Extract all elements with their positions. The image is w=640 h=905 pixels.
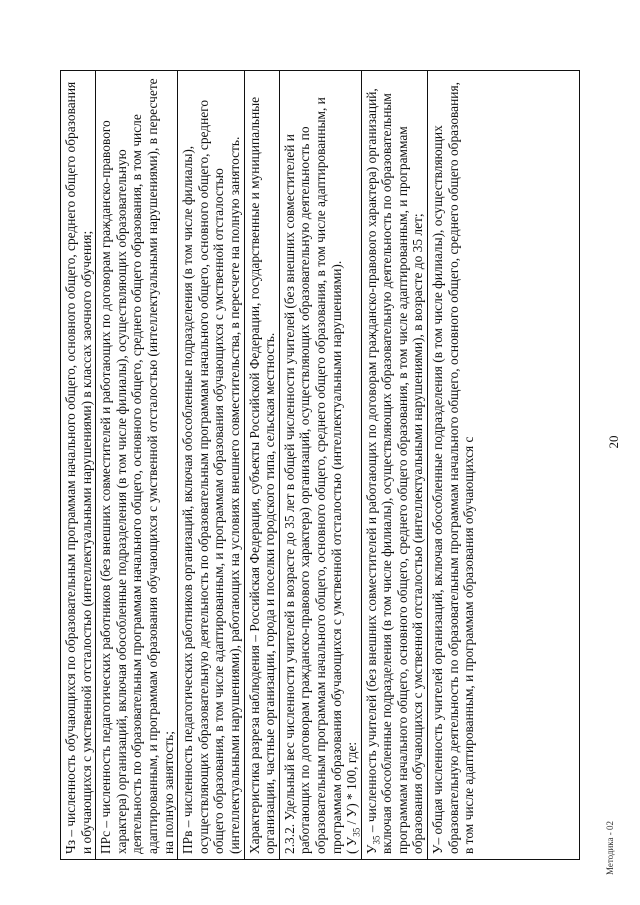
row-text: ПРс – численность педагогических работников (без внешних совместителей и работающих по договорам гражданско-правового характера) организаций, включая обособленные подразделения (в том числе филиалы), осуществляющих образовательную деятельность по образовательным программам начального общего, основного общего, среднего общего образования, в том числе адаптированным, и программам образования обучающихся с умственной отсталостью (интеллектуальными нарушениями), в пересчете на полную занятость; [98,78,176,854]
row-text: Чз – численность обучающихся по образовательным программам начального общего, основного общего, среднего общего образования и обучающихся с умственной отсталостью (интеллектуальными нарушениями) в классах заочного обучения; [63,81,94,854]
table-row-u [428,71,478,859]
row-text: Характеристика разреза наблюдения – Российская Федерация, субъекты Российской Федерации, государственные и муниципальные организации, частные организации, города и поселки городского типа, сельская местность. [246,96,278,854]
indicator-description: 2.3.2. Удельный вес численности учителей в возрасте до 35 лет в общей численности учителей (без внешних совместителей и работающих по договорам гражданско-правового характера) организаций, осуществляющих образовательную деятельность по образовательным программам начального общего, основного общего, среднего общего образования, в том числе адаптированным, и программам образования обучающихся с умственной отсталостью (интеллектуальными нарушениями). [281,97,344,854]
row-text-u35 [364,76,426,854]
indicator-table [60,70,580,860]
indicator-formula [344,76,360,854]
table-row-chz [61,71,96,859]
row-text: – численность учителей (без внешних совместителей и работающих по договорам гражданско-правового характера) организаций, включая обособленные подразделения (в том числе филиалы), осуществляющих образовательную деятельность по образовательным программам начального общего, основного общего, среднего общего образования, в том числе адаптированным, и программам образования обучающихся с умственной отсталостью (интеллектуальными нарушениями), в возрасте до 35 лет; [363,88,426,854]
table-row-prv [178,71,244,859]
row-text: ПРв – численность педагогических работников организаций, включая обособленные подразделения (в том числе филиалы), осуществляющих образовательную деятельность по образовательным программам начального общего, основного общего, среднего общего образования, в том числе адаптированным, и программам образования обучающихся с умственной отсталостью (интеллектуальными нарушениями), работающих на условиях внешнего совместительства, в пересчете на полную занятость. [180,99,242,854]
footer-mark: Методика - 02 [605,820,615,876]
formula-tail: / У) * 100, где: [344,741,360,828]
symbol-subscript: 35 [371,835,382,845]
symbol-u: У [363,844,379,854]
row-text: У– общая численность учителей организаций, включая обособленные подразделения (в том числе филиалы), осуществляющих образовательную деятельность по образовательным программам начального общего, основного общего, среднего общего образования, в том числе адаптированным, и программам образования обучающихся с [430,82,477,854]
table-row-indicator-2-3-2 [280,71,362,859]
table-row-u35 [362,71,428,859]
table-row-prs [96,71,178,859]
page-number: 20 [606,435,621,449]
formula-open: ( У [344,836,360,854]
table-row-characteristic [245,71,280,859]
formula-subscript: 35 [351,827,362,837]
